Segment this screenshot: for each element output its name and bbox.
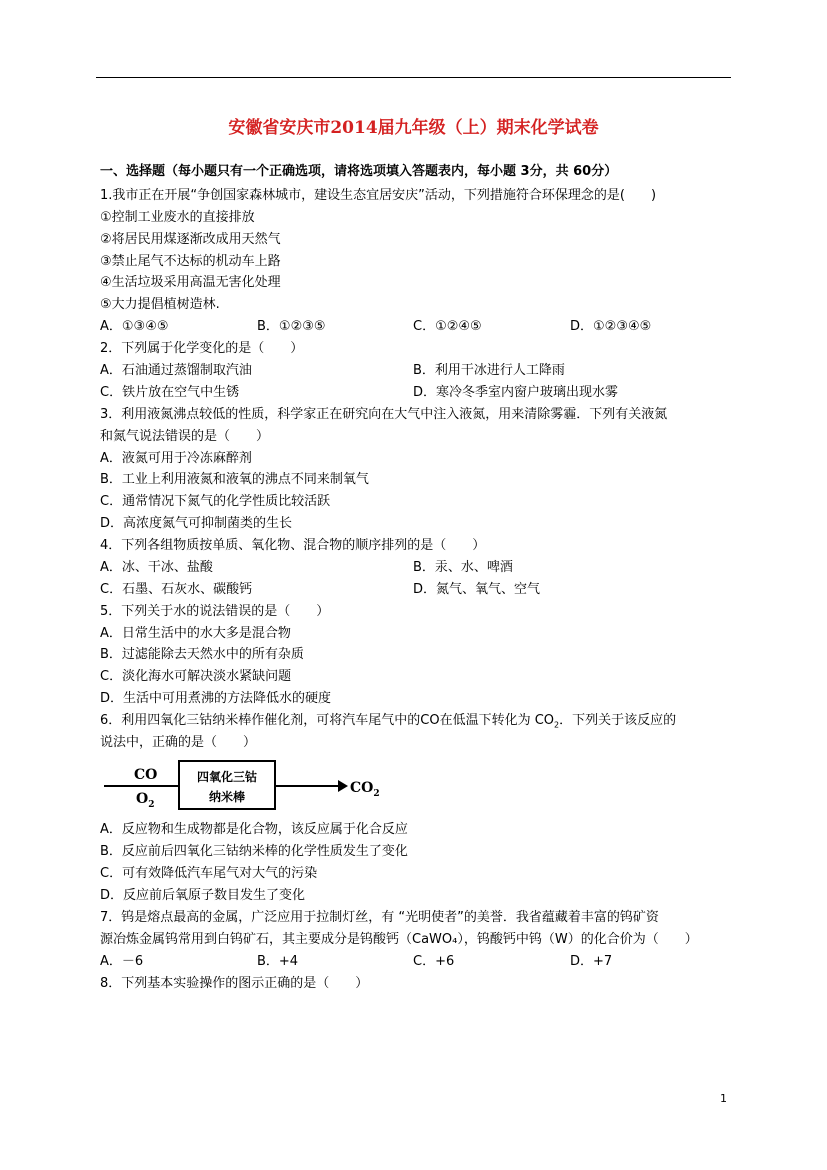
- q6-option-b: B．反应前后四氧化三钴纳米棒的化学性质发生了变化: [100, 844, 408, 859]
- q1-item: ③禁止尾气不达标的机动车上路: [100, 254, 281, 269]
- page-title: 安徽省安庆市2014届九年级（上）期末化学试卷: [228, 118, 599, 138]
- q1-option-a: A．①③④⑤: [100, 319, 169, 334]
- question-2-stem: 2．下列属于化学变化的是（ ）: [100, 341, 304, 356]
- q2-option-b: B．利用干冰进行人工降雨: [413, 363, 565, 378]
- q1-item: ⑤大力提倡植树造林.: [100, 297, 220, 312]
- question-7-stem: 7．钨是熔点最高的金属，广泛应用于拉制灯丝，有 “光明使者”的美誉．我省蕴藏着丰富的钨矿资: [100, 910, 659, 925]
- input-co: CO: [134, 767, 158, 783]
- q1-option-b: B．①②③⑤: [257, 319, 326, 334]
- question-3-stem: 3．利用液氮沸点较低的性质，科学家正在研究向在大气中注入液氮，用来清除雾霾．下列有关液氮: [100, 407, 668, 422]
- reaction-diagram: [102, 758, 382, 814]
- question-5-stem: 5．下列关于水的说法错误的是（ ）: [100, 604, 330, 619]
- q1-option-c: C．①②④⑤: [413, 319, 482, 334]
- catalyst-label-2: 纳米棒: [208, 790, 246, 804]
- page-number: 1: [720, 1092, 727, 1105]
- q3-option-a: A．液氮可用于冷冻麻醉剂: [100, 451, 252, 466]
- q7-option-a: A．－6: [100, 954, 144, 969]
- section-heading: 一、选择题（每小题只有一个正确选项，请将选项填入答题表内，每小题 3分，共 60分）: [100, 164, 618, 179]
- arrow-head: [338, 780, 348, 792]
- q2-option-a: A．石油通过蒸馏制取汽油: [100, 363, 252, 378]
- input-o2: $O_2$: [136, 791, 155, 810]
- question-4-stem: 4．下列各组物质按单质、氧化物、混合物的顺序排列的是（ ）: [100, 538, 486, 553]
- q2-option-c: C．铁片放在空气中生锈: [100, 385, 240, 400]
- q3-option-b: B．工业上利用液氮和液氧的沸点不同来制氧气: [100, 472, 369, 487]
- output-co2: $CO_2$: [350, 780, 380, 799]
- header-rule: [96, 77, 731, 78]
- q4-option-a: A．冰、干冰、盐酸: [100, 560, 213, 575]
- question-1-stem: 1.我市正在开展“争创国家森林城市，建设生态宜居安庆”活动，下列措施符合环保理念的是( ): [100, 188, 657, 203]
- q7-option-b: B．+4: [257, 954, 299, 969]
- question-6-stem: 6．利用四氧化三钴纳米棒作催化剂，可将汽车尾气中的CO在低温下转化为 $CO_2$．下列关于该反应的: [100, 713, 677, 730]
- question-7-stem-cont: 源冶炼金属钨常用到白钨矿石，其主要成分是钨酸钙（CaWO₄），钨酸钙中钨（W）的化合价为（ ）: [100, 932, 698, 947]
- q3-option-c: C．通常情况下氮气的化学性质比较活跃: [100, 494, 331, 509]
- question-6-stem-cont: 说法中，正确的是（ ）: [100, 735, 257, 750]
- q4-option-d: D．氮气、氧气、空气: [413, 582, 541, 597]
- q2-option-d: D．寒冷冬季室内窗户玻璃出现水雾: [413, 385, 619, 400]
- q7-option-d: D．+7: [570, 954, 613, 969]
- q5-option-c: C．淡化海水可解决淡水紧缺问题: [100, 669, 292, 684]
- q5-option-a: A．日常生活中的水大多是混合物: [100, 626, 291, 641]
- q5-option-d: D．生活中可用煮沸的方法降低水的硬度: [100, 691, 332, 706]
- q4-option-c: C．石墨、石灰水、碳酸钙: [100, 582, 253, 597]
- q1-item: ②将居民用煤逐渐改成用天然气: [100, 232, 281, 247]
- q6-option-c: C．可有效降低汽车尾气对大气的污染: [100, 866, 318, 881]
- q6-option-d: D．反应前后氧原子数目发生了变化: [100, 888, 306, 903]
- q5-option-b: B．过滤能除去天然水中的所有杂质: [100, 647, 304, 662]
- question-3-stem-cont: 和氮气说法错误的是（ ）: [100, 429, 270, 444]
- q1-item: ④生活垃圾采用高温无害化处理: [100, 275, 281, 290]
- q4-option-b: B．汞、水、啤酒: [413, 560, 513, 575]
- catalyst-label-1: 四氧化三钴: [196, 770, 258, 784]
- q1-option-d: D．①②③④⑤: [570, 319, 652, 334]
- q1-item: ①控制工业废水的直接排放: [100, 210, 255, 225]
- question-8-stem: 8．下列基本实验操作的图示正确的是（ ）: [100, 976, 369, 991]
- q6-option-a: A．反应物和生成物都是化合物，该反应属于化合反应: [100, 822, 408, 837]
- q3-option-d: D．高浓度氮气可抑制菌类的生长: [100, 516, 293, 531]
- q7-option-c: C．+6: [413, 954, 455, 969]
